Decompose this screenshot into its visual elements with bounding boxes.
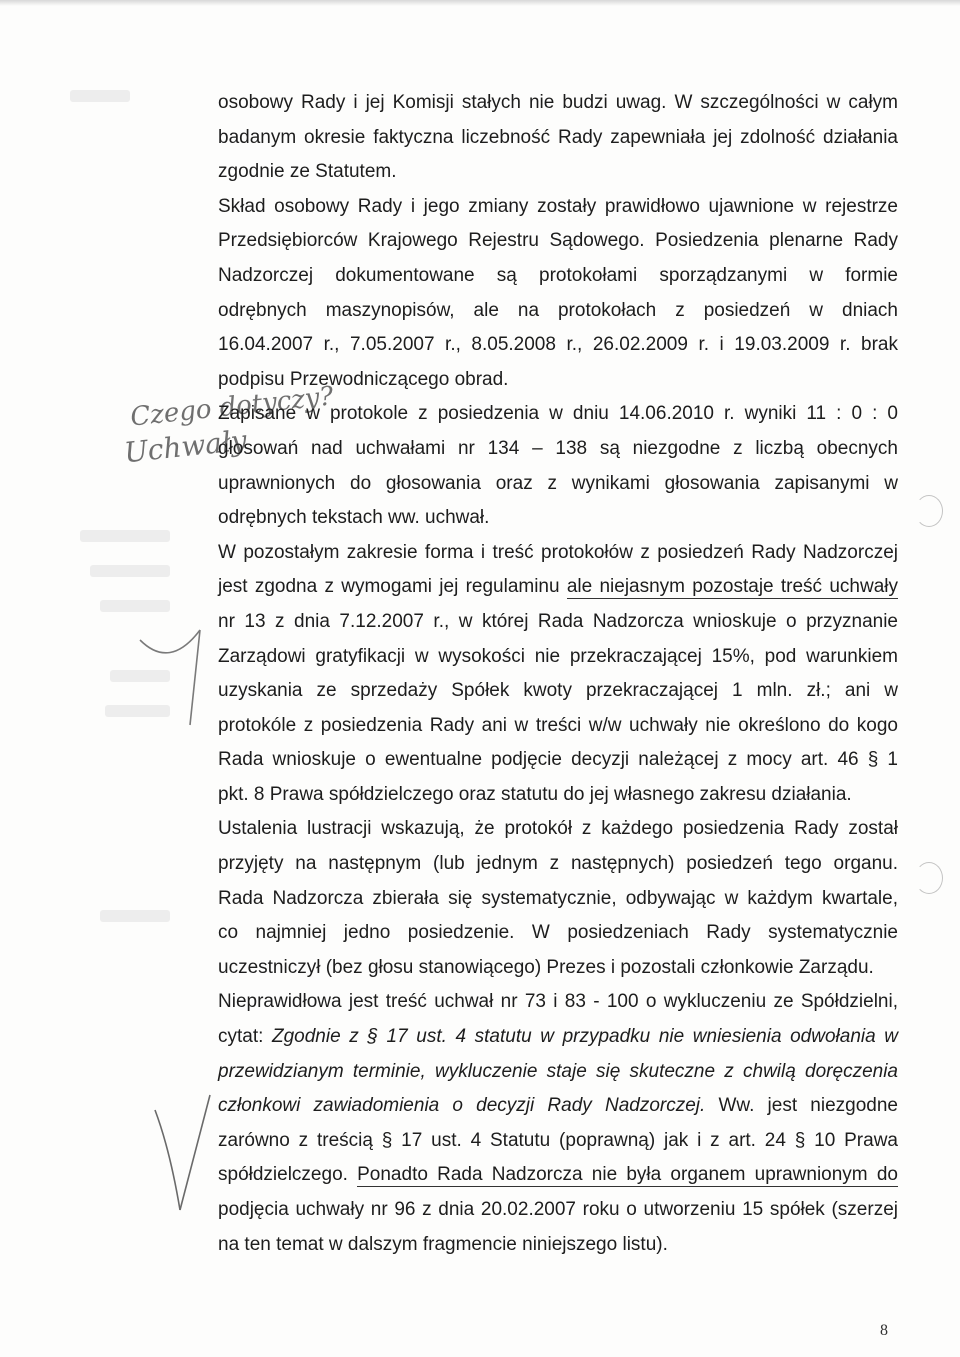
text-segment: cytat: — [218, 1026, 272, 1048]
text-line: podjęcia uchwały nr 96 z dnia 20.02.2007 roku o utworzeniu 15 spółek (szerzej — [218, 1199, 898, 1220]
bleed-through-text — [70, 80, 200, 1080]
page-number: 8 — [880, 1322, 888, 1339]
paragraph-form — [218, 536, 898, 813]
text-line — [218, 1158, 898, 1193]
punch-hole-mark — [915, 862, 943, 894]
text-line: Przedsiębiorców Krajowego Rejestru Sądowego. Posiedzenia plenarne Rady — [218, 230, 898, 252]
text-line — [218, 1020, 898, 1055]
handwritten-bracket-mark — [130, 610, 210, 730]
text-line: Ustalenia lustracji wskazują, że protokół z każdego posiedzenia Rady został — [218, 818, 898, 840]
text-line: badanym okresie faktyczna liczebność Rady zapewniała jej zdolność działania — [218, 126, 898, 148]
text-line: uczestniczył (bez głosu stanowiącego) Prezes i pozostali członkowie Zarządu. — [218, 956, 874, 978]
text-line — [218, 1055, 898, 1090]
text-line: 16.04.2007 r., 7.05.2007 r., 8.05.2008 r., 26.02.2009 r. i 19.03.2009 r. brak — [218, 334, 898, 356]
text-line: Nieprawidłowa jest treść uchwał nr 73 i 83 - 100 o wykluczeniu ze Spółdzielni, — [218, 991, 898, 1013]
paragraph-voting — [218, 397, 898, 535]
text-line: podpisu Przewodniczącego obrad. — [218, 368, 509, 390]
text-line: Skład osobowy Rady i jego zmiany zostały prawidłowo ujawnione w rejestrze — [218, 195, 898, 217]
punch-hole-mark — [915, 495, 943, 527]
text-line: Rada Nadzorcza zbierała się systematycznie, odbywając w każdym kwartale, — [218, 887, 898, 909]
text-line: co najmniej jedno posiedzenie. W posiedzeniach Rady systematycznie — [218, 922, 898, 944]
paragraph-quorum — [218, 86, 898, 190]
text-line: Rada wnioskuje o ewentualne podjęcie decyzji należącej z mocy art. 46 § 1 — [218, 749, 898, 771]
text-line: W pozostałym zakresie forma i treść protokołów z posiedzeń Rady Nadzorczej — [218, 541, 898, 563]
text-segment: jest zgodna z wymogami jej regulaminu — [218, 576, 567, 598]
text-line: pkt. 8 Prawa spółdzielczego oraz statutu do jej własnego zakresu działania. — [218, 783, 852, 805]
text-line: Zarządowi gratyfikacji w wysokości nie przekraczającej 15%, pod warunkiem — [218, 645, 898, 667]
underlined-text: ale niejasnym pozostaje treść uchwały — [566, 576, 898, 598]
text-line: uzyskania ze sprzedaży Spółek kwoty przekraczającej 1 mln. zł.; ani w — [218, 680, 898, 702]
text-line: nr 13 z dnia 7.12.2007 r., w której Rada Nadzorcza wnioskuje o przyznanie — [218, 610, 898, 632]
text-line: protokóle z posiedzenia Rady ani w treści w/w uchwały nie określono do kogo — [218, 714, 898, 736]
text-line — [218, 1089, 898, 1124]
text-line: osobowy Rady i jej Komisji stałych nie budzi uwag. W szczególności w całym — [218, 92, 898, 113]
text-segment: spółdzielczego. — [218, 1164, 358, 1186]
text-line: Nadzorczej dokumentowane są protokołami sporządzanymi w formie — [218, 264, 898, 286]
handwritten-note-line2: Uchwały — [122, 423, 249, 470]
underlined-text: Ponadto Rada Nadzorcza nie była organem uprawnionym do — [357, 1164, 898, 1186]
text-line: Zapisane w protokole z posiedzenia w dniu 14.06.2010 r. wyniki 11 : 0 : 0 — [218, 403, 898, 425]
text-line: przyjęty na następnym (lub jednym z następnych) posiedzeń tego organu. — [218, 853, 898, 875]
text-line: odrębnych maszynopisów, ale na protokołach z posiedzeń w dniach — [218, 299, 898, 321]
text-line: odrębnych tekstach ww. uchwał. — [218, 507, 490, 529]
text-line: na ten temat w dalszym fragmencie niniejszego listu). — [218, 1233, 668, 1255]
handwritten-note-line1: Czego dotyczy? — [128, 381, 335, 433]
document-body — [218, 86, 898, 1262]
quoted-text: członkowi zawiadomienia o decyzji Rady Nadzorczej. — [218, 1095, 706, 1117]
text-line — [218, 570, 898, 605]
scan-edge — [0, 0, 960, 6]
paragraph-composition — [218, 190, 898, 398]
text-segment: Ww. jest niezgodne — [705, 1095, 898, 1117]
text-line: głosowań nad uchwałami nr 134 – 138 są niezgodne z liczbą obecnych — [218, 437, 898, 459]
paragraph-findings — [218, 812, 898, 985]
text-line: zgodnie ze Statutem. — [218, 161, 397, 183]
quoted-text: przewidzianym terminie, wykluczenie staje się skuteczne z chwilą doręczenia — [218, 1060, 898, 1082]
text-line: zarówno z treścią § 17 ust. 4 Statutu (poprawną) jak i z art. 24 § 10 Prawa — [218, 1129, 898, 1151]
paragraph-exclusion — [218, 985, 898, 1262]
text-line: uprawnionych do głosowania oraz z wynikami głosowania zapisanymi w — [218, 472, 898, 494]
quoted-text: Zgodnie z § 17 ust. 4 statutu w przypadku nie wniesienia odwołania w — [272, 1026, 898, 1048]
handwritten-check-mark — [150, 1090, 220, 1220]
